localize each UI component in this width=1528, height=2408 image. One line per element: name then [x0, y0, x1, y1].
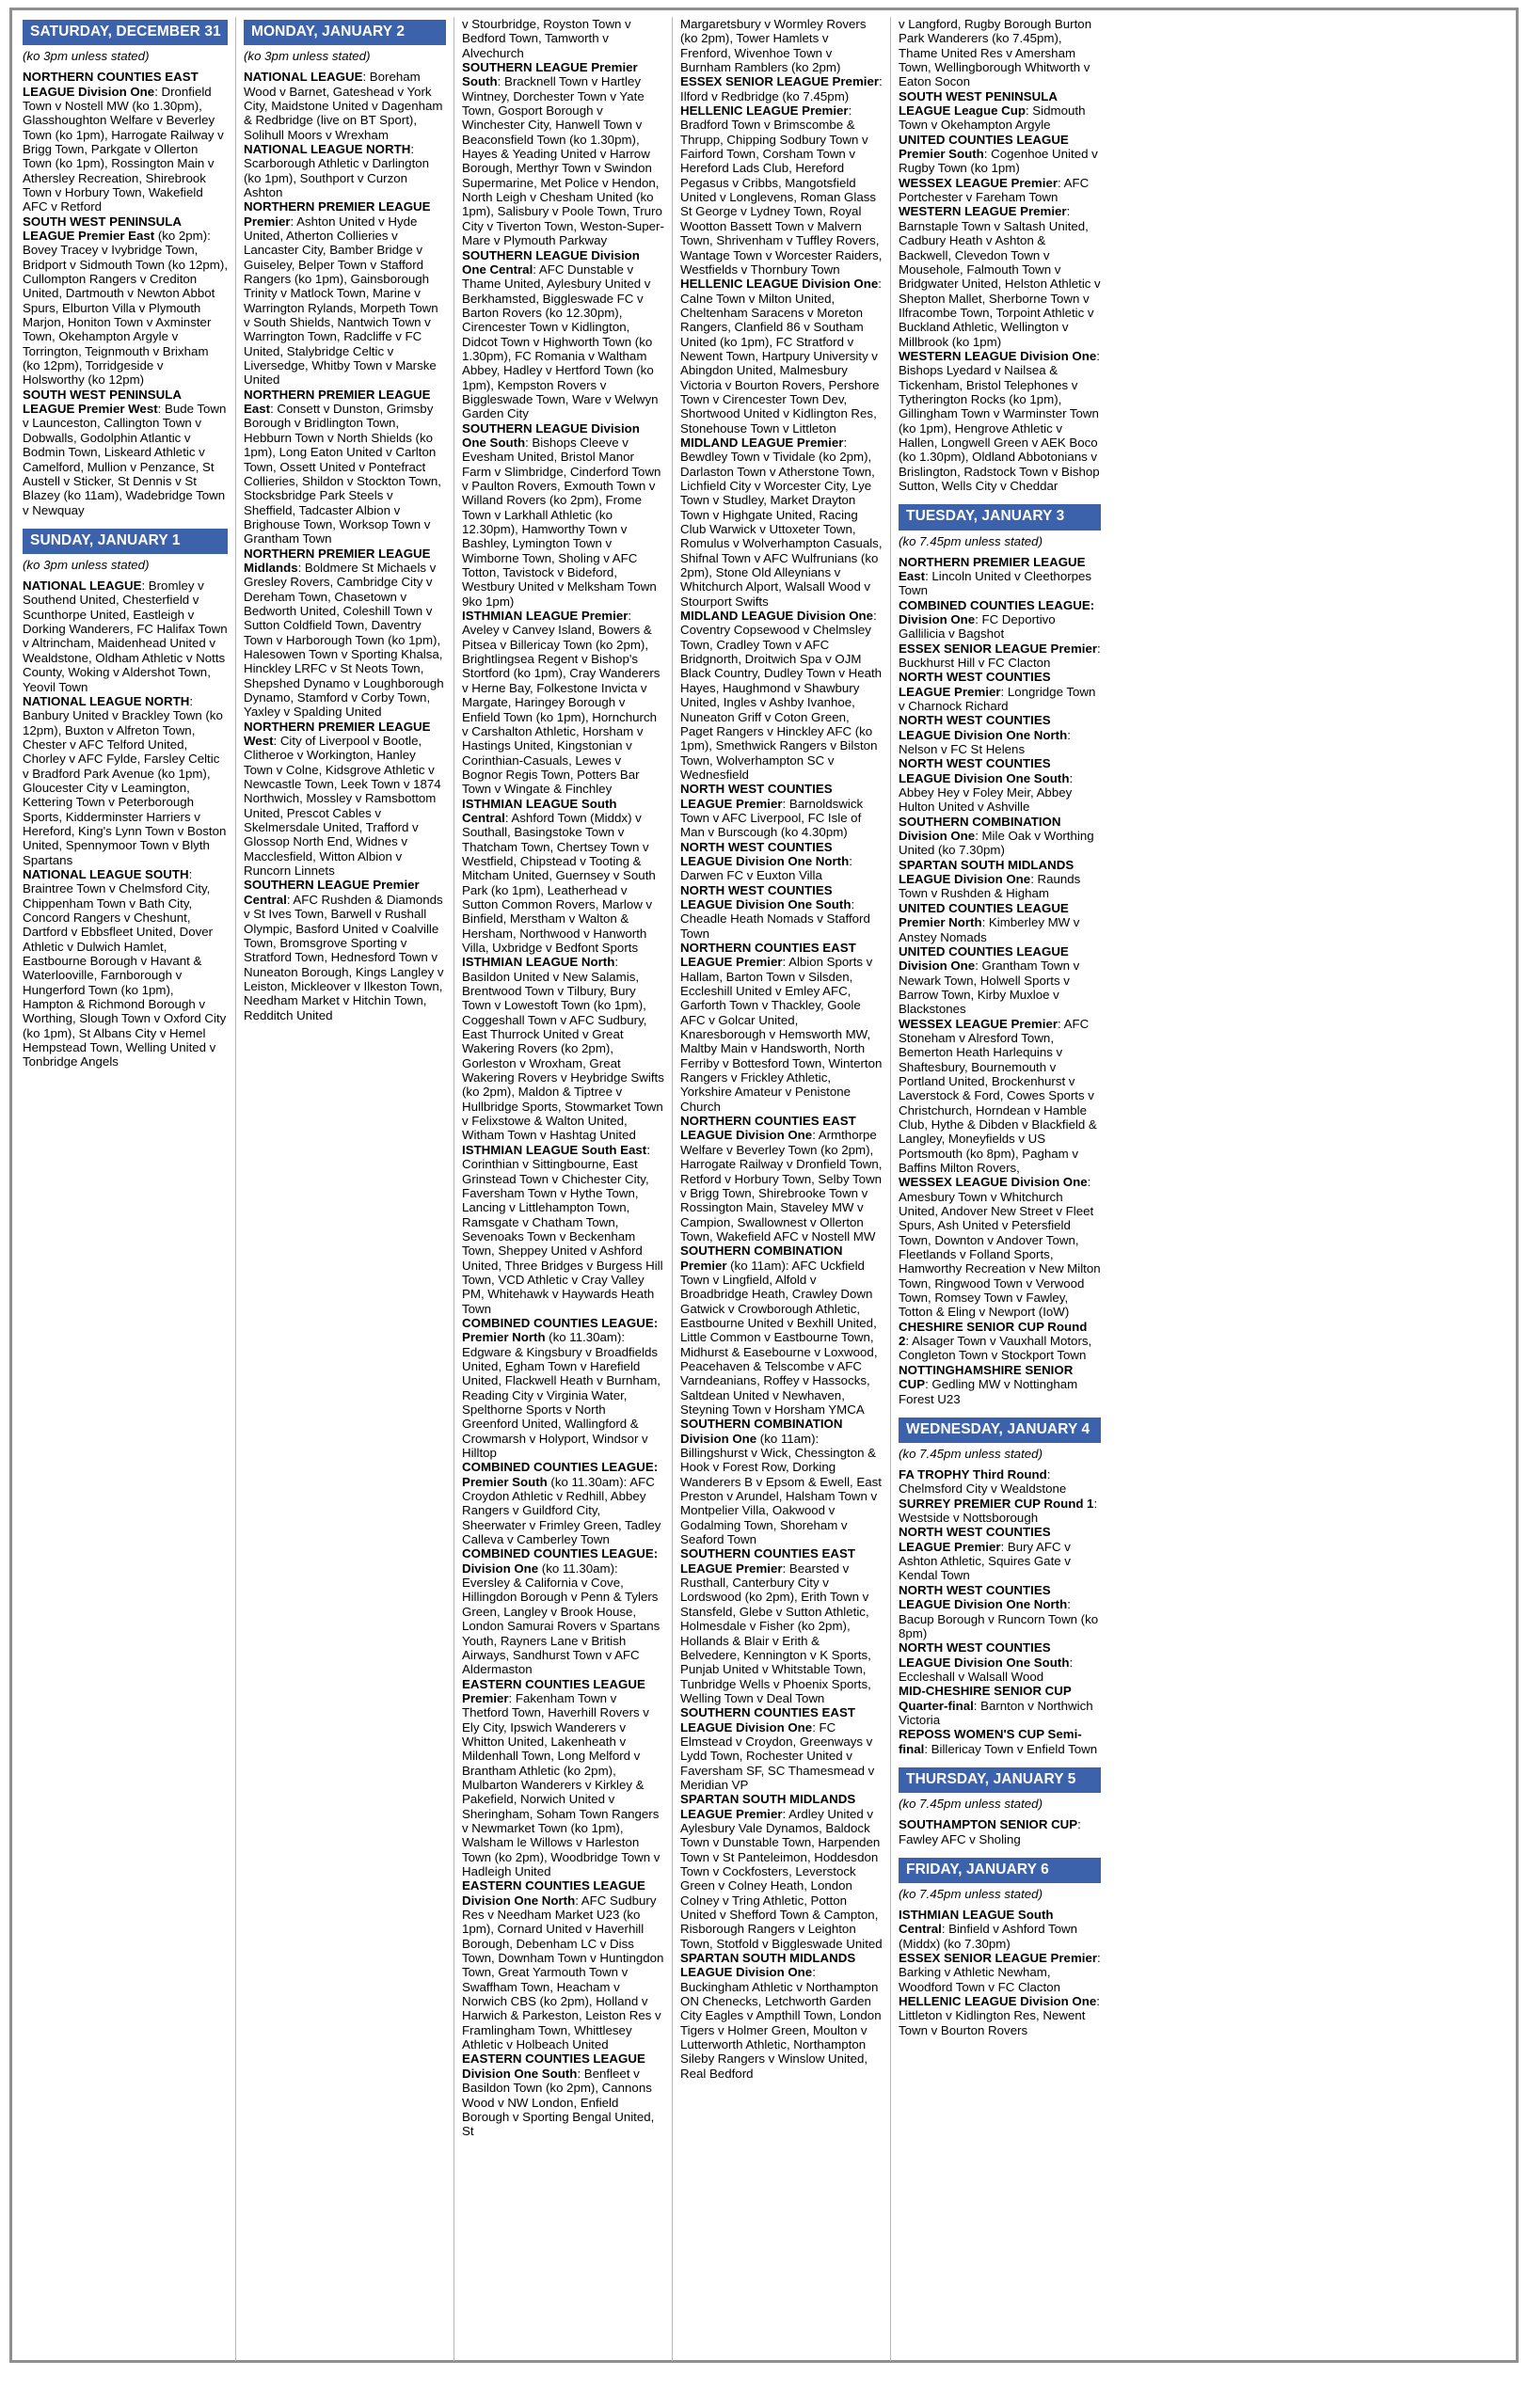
fixture-entry: NORTH WEST COUNTIES LEAGUE Premier: Bury AFC v Ashton Athletic, Squires Gate v Kendal Town [899, 1525, 1071, 1583]
text-column-5 [890, 17, 1108, 2361]
fixture-entry: SOUTHERN LEAGUE Division One Central: AFC Dunstable v Thame United, Aylesbury United v Berkhamsted, Biggleswade FC v Barton Rovers (ko 12.30pm), Cirencester Town v Kidlington, Didcot Town v Highworth Town (ko 1.30pm), FC Romania v Waltham Abbey, Hadley v Hertford Town (ko 1pm), Kempston Rovers v Biggleswade Town, Ware v Welwyn Garden City [462, 247, 659, 421]
league-name: HELLENIC LEAGUE Premier [680, 103, 849, 119]
fixture-entry: SOUTHERN COMBINATION Division One (ko 11am): Billingshurst v Wick, Chessington & Hook v Forest Row, Dorking Wanderers B v Epsom & Ewell, East Preston v Arundel, Halsham Town v Montpelier Villa, Oakwood v Godalming Town, Shoreham v Seaford Town [680, 1417, 882, 1547]
fixture-entry: SOUTH WEST PENINSULA LEAGUE League Cup: Sidmouth Town v Okehampton Argyle [899, 88, 1086, 133]
league-name: SURREY PREMIER CUP Round 1 [899, 1496, 1094, 1511]
league-name: EASTERN COUNTIES LEAGUE Division One South [462, 2052, 645, 2081]
fixture-entry: NORTHERN PREMIER LEAGUE East: Consett v Dunston, Grimsby Borough v Bridlington Town, Hebburn Town v North Shields (ko 1pm), Long Eaton United v Carlton Town, Ossett United v Pontefract Collieries, Shildon v Stockton Town, Stocksbridge Park Steels v Sheffield, Tadcaster Albion v Brighouse Town, Worksop Town v Grantham Town [244, 387, 441, 547]
league-name: HELLENIC LEAGUE Division One [899, 1994, 1097, 2009]
kickoff-note: (ko 7.45pm unless stated) [899, 1887, 1043, 1902]
fixture-entry: NORTHERN PREMIER LEAGUE East: Lincoln United v Cleethorpes Town [899, 554, 1092, 598]
league-name: COMBINED COUNTIES LEAGUE: Division One [899, 597, 1095, 626]
league-name: NORTH WEST COUNTIES LEAGUE Premier [680, 782, 833, 811]
league-name: COMBINED COUNTIES LEAGUE: Division One [462, 1546, 659, 1576]
date-banner: TUESDAY, JANUARY 3 [899, 504, 1101, 530]
fixture-entry: UNITED COUNTIES LEAGUE Premier South: Cogenhoe United v Rugby Town (ko 1pm) [899, 132, 1098, 176]
fixture-entry: NATIONAL LEAGUE SOUTH: Braintree Town v Chelmsford City, Chippenham Town v Bath City, Concord Rangers v Cheshunt, Dartford v Ebbsfleet United, Dover Athletic v Dulwich Hamlet, Eastbourne Borough v Havant & Waterlooville, Farnborough v Hungerford Town (ko 1pm), Hampton & Richmond Borough v Worthing, Slough Town v Oxford City (ko 1pm), St Albans City v Hemel Hempstead Town, Welling United v Tonbridge Angels [23, 866, 227, 1069]
league-name: SOUTHERN COUNTIES EAST LEAGUE Division One [680, 1705, 855, 1735]
fixture-entry: COMBINED COUNTIES LEAGUE: Division One: FC Deportivo Gallilicia v Bagshot [899, 597, 1095, 642]
kickoff-note: (ko 3pm unless stated) [23, 558, 150, 573]
fixture-entry: UNITED COUNTIES LEAGUE Premier North: Kimberley MW v Anstey Nomads [899, 900, 1080, 944]
text-column-3 [454, 17, 672, 2361]
league-name: NORTH WEST COUNTIES LEAGUE Division One North [680, 839, 850, 868]
league-name: NORTHERN PREMIER LEAGUE Midlands [244, 546, 431, 575]
league-name: NORTHERN COUNTIES EAST LEAGUE Division One [680, 1114, 856, 1143]
fixture-entry: SOUTHERN COUNTIES EAST LEAGUE Division One: FC Elmstead v Croydon, Greenways v Lydd Town, Rochester United v Faversham SF, SC Thamesmead v Meridian VP [680, 1705, 875, 1792]
fixture-entry: EASTERN COUNTIES LEAGUE Division One North: AFC Sudbury Res v Needham Market U23 (ko 1pm), Cornard United v Haverhill Borough, Debenham LC v Diss Town, Downham Town v Huntingdon Town, Great Yarmouth Town v Swaffham Town, Heacham v Norwich CBS (ko 2pm), Holland v Harwich & Parkeston, Leiston Res v Framlingham Town, Whittlesey Athletic v Holbeach United [462, 1878, 664, 2052]
league-name: NATIONAL LEAGUE SOUTH [23, 866, 189, 881]
fixtures-columns [9, 9, 1519, 2361]
league-name: NATIONAL LEAGUE NORTH [244, 141, 411, 156]
fixture-entry: WESSEX LEAGUE Premier: AFC Portchester v Fareham Town [899, 175, 1090, 205]
fixture-entry: REPOSS WOMEN'S CUP Semi-final: Billericay Town v Enfield Town [899, 1727, 1098, 1756]
league-name: SOUTHAMPTON SENIOR CUP [899, 1817, 1078, 1832]
league-name: NORTH WEST COUNTIES LEAGUE Division One South [680, 882, 852, 911]
text-column-4 [672, 17, 890, 2361]
fixture-entry: SOUTHERN LEAGUE Premier South: Bracknell Town v Hartley Wintney, Dorchester Town v Yate Town, Gosport Borough v Winchester City, Hanwell Town v Beaconsfield Town (ko 1.30pm), Hayes & Yeading United v Harrow Borough, Merthyr Town v Swindon Supermarine, Met Police v Hendon, North Leigh v Chesham United (ko 1pm), Salisbury v Poole Town, Truro City v Tiverton Town, Weston-Super-Mare v Plymouth Parkway [462, 60, 664, 248]
league-name: COMBINED COUNTIES LEAGUE: Premier North [462, 1315, 659, 1345]
league-name: EASTERN COUNTIES LEAGUE Division One North [462, 1878, 645, 1908]
league-name: NORTHERN PREMIER LEAGUE East [899, 554, 1086, 583]
league-name: ISTHMIAN LEAGUE North [462, 955, 615, 970]
fixture-entry: SPARTAN SOUTH MIDLANDS LEAGUE Premier: Ardley United v Aylesbury Vale Dynamos, Baldock Town v Dunstable Town, Harpenden Town v St Panteleimon, Hoddesdon Town v Cockfosters, Leverstock Green v Colney Heath, London Colney v Tring Athletic, Potton United v Shefford Town & Campton, Risborough Rangers v Leighton Town, Stotfold v Biggleswade United [680, 1792, 883, 1951]
fixture-entry: NATIONAL LEAGUE NORTH: Banbury United v Brackley Town (ko 12pm), Buxton v Alfreton Town, Chester v AFC Telford United, Chorley v AFC Fylde, Farsley Celtic v Bradford Park Avenue (ko 1pm), Gloucester City v Leamington, Kettering Town v Peterborough Sports, Kidderminster Harriers v Hereford, King's Lynn Town v Boston United, Spennymoor Town v Blyth Spartans [23, 693, 227, 867]
league-name: SOUTH WEST PENINSULA LEAGUE League Cup [899, 88, 1058, 119]
fixture-entry: COMBINED COUNTIES LEAGUE: Premier South (ko 11.30am): AFC Croydon Athletic v Redhill, Abbey Rangers v Guildford City, Sheerwater v Frimley Green, Tadley Calleva v Camberley Town [462, 1460, 661, 1547]
fixture-entry: SOUTH WEST PENINSULA LEAGUE Premier West: Bude Town v Launceston, Callington Town v Dobwalls, Godolphin Atlantic v Bodmin Town, Liskeard Athletic v Camelford, Mullion v Penzance, St Austell v Sticker, St Dennis v St Blazey (ko 11am), Wadebridge Town v Newquay [23, 387, 227, 517]
league-name: SPARTAN SOUTH MIDLANDS LEAGUE Division One [899, 857, 1074, 887]
fixture-entry: ESSEX SENIOR LEAGUE Premier: Buckhurst Hill v FC Clacton [899, 641, 1101, 670]
fixture-continuation: Margaretsbury v Wormley Rovers (ko 2pm), Tower Hamlets v Frenford, Wivenhoe Town v Burnham Ramblers (ko 2pm) [680, 17, 867, 75]
fixture-entry: NORTH WEST COUNTIES LEAGUE Premier: Longridge Town v Charnock Richard [899, 670, 1096, 713]
fixture-entry: MID-CHESHIRE SENIOR CUP Quarter-final: Barnton v Northwich Victoria [899, 1684, 1093, 1727]
date-banner: SUNDAY, JANUARY 1 [23, 529, 228, 554]
fixture-entry: NORTHERN PREMIER LEAGUE Midlands: Boldmere St Michaels v Gresley Rovers, Cambridge City v Dereham Town, Chasetown v Bedworth United, Coleshill Town v Sutton Coldfield Town, Daventry Town v Harborough Town (ko 1pm), Halesowen Town v Sporting Khalsa, Hinckley LRFC v St Neots Town, Shepshed Dynamo v Loughborough Dynamo, Stamford v Corby Town, Yaxley v Spalding United [244, 546, 444, 720]
fixture-entry: NORTHERN COUNTIES EAST LEAGUE Division One: Armthorpe Welfare v Beverley Town (ko 2pm), Harrogate Railway v Dronfield Town, Retford v Horbury Town, Selby Town v Brigg Town, Shirebrooke Town v Rossington Main, Staveley MW v Campion, Swallownest v Ollerton Town, Wakefield AFC v Nostell MW [680, 1114, 883, 1244]
fixture-entry: NOTTINGHAMSHIRE SENIOR CUP: Gedling MW v Nottingham Forest U23 [899, 1362, 1078, 1406]
fixture-entry: NORTH WEST COUNTIES LEAGUE Division One South: Eccleshall v Walsall Wood [899, 1640, 1074, 1684]
fixture-entry: NORTH WEST COUNTIES LEAGUE Premier: Barnoldswick Town v AFC Liverpool, FC Isle of Man v Burscough (ko 4.30pm) [680, 782, 864, 840]
league-name: NORTH WEST COUNTIES LEAGUE Division One South [899, 756, 1070, 785]
league-name: MIDLAND LEAGUE Division One [680, 609, 874, 624]
league-name: UNITED COUNTIES LEAGUE Premier South [899, 132, 1069, 162]
kickoff-note: (ko 3pm unless stated) [244, 49, 371, 64]
league-name: NORTHERN COUNTIES EAST LEAGUE Division One [23, 70, 199, 99]
date-banner: MONDAY, JANUARY 2 [244, 20, 446, 45]
fixture-entry: NORTH WEST COUNTIES LEAGUE Division One North: Nelson v FC St Helens [899, 713, 1071, 757]
fixture-entry: NATIONAL LEAGUE: Bromley v Southend United, Chesterfield v Scunthorpe United, Eastleigh v Dorking Wanderers, FC Halifax Town v Altrincham, Maidenhead United v Wealdstone, Oldham Athletic v Notts County, Woking v Aldershot Town, Yeovil Town [23, 578, 228, 694]
league-name: WESTERN LEAGUE Premier [899, 204, 1067, 219]
fixture-entry: ISTHMIAN LEAGUE South Central: Ashford Town (Middx) v Southall, Basingstoke Town v Thatcham Town, Chertsey Town v Westfield, Chipstead v Tooting & Mitcham United, Guernsey v South Park (ko 1pm), Leatherhead v Sutton Common Rovers, Marlow v Binfield, Merstham v Walton & Hersham, Northwood v Hanworth Villa, Uxbridge v Bedfont Sports [462, 796, 656, 955]
league-name: WESTERN LEAGUE Division One [899, 348, 1097, 363]
league-name: ESSEX SENIOR LEAGUE Premier [899, 1951, 1098, 1966]
kickoff-note: (ko 7.45pm unless stated) [899, 1797, 1043, 1812]
league-name: NORTH WEST COUNTIES LEAGUE Premier [899, 670, 1051, 699]
league-name: SPARTAN SOUTH MIDLANDS LEAGUE Premier [680, 1792, 856, 1821]
date-banner: THURSDAY, JANUARY 5 [899, 1767, 1101, 1793]
league-name: NATIONAL LEAGUE [244, 70, 363, 85]
league-name: NORTH WEST COUNTIES LEAGUE Division One South [899, 1640, 1070, 1670]
fixture-entry: NORTHERN PREMIER LEAGUE West: City of Liverpool v Bootle, Clitheroe v Workington, Hanley Town v Colne, Kidsgrove Athletic v Newcastle Town, Leek Town v 1874 Northwich, Mossley v Ramsbottom United, Prescot Cables v Skelmersdale United, Trafford v Glossop North End, Widnes v Macclesfield, Witton Albion v Runcorn Linnets [244, 719, 441, 879]
league-name: ISTHMIAN LEAGUE South East [462, 1142, 647, 1157]
league-name: SOUTHERN LEAGUE Division One South [462, 420, 640, 450]
fixture-entry: SOUTHERN COMBINATION Division One: Mile Oak v Worthing United (ko 7.30pm) [899, 814, 1094, 858]
fixture-entry: COMBINED COUNTIES LEAGUE: Premier North (ko 11.30am): Edgware & Kingsbury v Broadfields United, Egham Town v Harefield United, Flackwell Heath v Burnham, Reading City v Virginia Water, Spelthorne Sports v North Greenford United, Wallingford & Crowmarsh v Holyport, Windsor v Hilltop [462, 1315, 661, 1461]
league-name: NORTHERN COUNTIES EAST LEAGUE Premier [680, 941, 856, 970]
fixture-entry: SOUTH WEST PENINSULA LEAGUE Premier East (ko 2pm): Bovey Tracey v Ivybridge Town, Bridport v Sidmouth Town (ko 12pm), Cullompton Rangers v Crediton United, Dartmouth v Newton Abbot Spurs, Elburton Villa v Plymouth Marjon, Honiton Town v Axminster Town, Okehampton Argyle v Torrington, Teignmouth v Brixham (ko 12pm), Torridgeside v Holsworthy (ko 12pm) [23, 214, 229, 388]
date-banner: SATURDAY, DECEMBER 31 [23, 20, 228, 45]
league-name: MID-CHESHIRE SENIOR CUP Quarter-final [899, 1684, 1072, 1713]
league-name: ESSEX SENIOR LEAGUE Premier [680, 74, 880, 89]
league-name: NORTH WEST COUNTIES LEAGUE Premier [899, 1525, 1051, 1554]
league-name: NORTH WEST COUNTIES LEAGUE Division One North [899, 1582, 1068, 1612]
fixture-entry: NORTH WEST COUNTIES LEAGUE Division One South: Abbey Hey v Foley Meir, Abbey Hulton United v Ashville [899, 756, 1074, 815]
league-name: SOUTH WEST PENINSULA LEAGUE Premier East [23, 214, 182, 243]
league-name: HELLENIC LEAGUE Division One [680, 277, 879, 292]
fixture-entry: ESSEX SENIOR LEAGUE Premier: Ilford v Redbridge (ko 7.45pm) [680, 74, 883, 103]
fixture-entry: MIDLAND LEAGUE Division One: Coventry Copsewood v Chelmsley Town, Cradley Town v AFC Bridgnorth, Droitwich Spa v OJM Black Country, Dudley Town v Heath Hayes, Haughmond v Shawbury United, Ingles v Ashby Ivanhoe, Nuneaton Griff v Coton Green, Paget Rangers v Hinckley AFC (ko 1pm), Smethwick Rangers v Bilston Town, Wolverhampton SC v Wednesfield [680, 609, 883, 782]
fixture-entry: SOUTHERN LEAGUE Premier Central: AFC Rushden & Diamonds v St Ives Town, Barwell v Rushall Olympic, Basford United v Coalville Town, Bromsgrove Sporting v Stratford Town, Hednesford Town v Nuneaton Borough, Kings Langley v Leiston, Mickleover v Ilkeston Town, Needham Market v Hitchin Town, Redditch United [244, 878, 444, 1022]
league-name: EASTERN COUNTIES LEAGUE Premier [462, 1676, 645, 1705]
league-name: NOTTINGHAMSHIRE SENIOR CUP [899, 1362, 1074, 1392]
fixture-entry: NORTHERN PREMIER LEAGUE Premier: Ashton United v Hyde United, Atherton Collieries v Lancaster City, Bamber Bridge v Guiseley, Belper Town v Stafford Rangers (ko 1pm), Gainsborough Trinity v Matlock Town, Marine v Warrington Rylands, Morpeth Town v South Shields, Nantwich Town v Warrington Town, Radcliffe v FC United, Stalybridge Celtic v Liversedge, Whitby Town v Marske United [244, 199, 438, 388]
league-name: NORTHERN PREMIER LEAGUE West [244, 719, 431, 749]
fixture-entry: SOUTHERN COMBINATION Premier (ko 11am): AFC Uckfield Town v Lingfield, Alfold v Broadbridge Heath, Crawley Down Gatwick v Crowborough Athletic, Eastbourne United v Bexhill United, Little Common v Eastbourne Town, Midhurst & Easebourne v Loxwood, Peacehaven & Telscombe v AFC Varndeanians, Roffey v Hassocks, Saltdean United v Newhaven, Steyning Town v Horsham YMCA [680, 1244, 878, 1417]
league-name: SOUTHERN LEAGUE Premier South [462, 60, 638, 89]
league-name: SOUTHERN COUNTIES EAST LEAGUE Premier [680, 1546, 855, 1576]
fixture-entry: WESSEX LEAGUE Division One: Amesbury Town v Whitchurch United, Andover New Street v Fleet Spurs, Ash United v Petersfield Town, Downton v Andover Town, Fleetlands v Folland Sports, Hamworthy Recreation v New Milton Town, Ringwood Town v Verwood Town, Romsey Town v Fawley, Totton & Eling v Newport (IoW) [899, 1175, 1101, 1320]
league-name: WESSEX LEAGUE Premier [899, 175, 1058, 190]
fixture-continuation: v Langford, Rugby Borough Burton Park Wanderers (ko 7.45pm), Thame United Res v Amersham Town, Wellingborough Whitworth v Eaton Socon [899, 17, 1092, 89]
fixture-entry: SOUTHAMPTON SENIOR CUP: Fawley AFC v Sholing [899, 1817, 1081, 1846]
league-name: NATIONAL LEAGUE NORTH [23, 693, 190, 708]
fixture-entry: UNITED COUNTIES LEAGUE Division One: Grantham Town v Newark Town, Holwell Sports v Barrow Town, Kirby Muxloe v Blackstones [899, 943, 1080, 1017]
league-name: FA TROPHY Third Round [899, 1467, 1047, 1482]
fixture-entry: NORTH WEST COUNTIES LEAGUE Division One North: Darwen FC v Euxton Villa [680, 839, 852, 883]
fixture-entry: ISTHMIAN LEAGUE Premier: Aveley v Canvey Island, Bowers & Pitsea v Billericay Town (ko 2pm), Brightlingsea Regent v Bishop's Stortford (ko 1pm), Cray Wanderers v Herne Bay, Folkestone Invicta v Margate, Haringey Borough v Enfield Town (ko 1pm), Hornchurch v Carshalton Athletic, Horsham v Hastings United, Kingstonian v Corinthian-Casuals, Lewes v Bognor Regis Town, Potters Bar Town v Wingate & Finchley [462, 609, 661, 797]
fixture-entry: WESTERN LEAGUE Division One: Bishops Lyedard v Nailsea & Tickenham, Bristol Telephones v Tytherington Rocks (ko 1pm), Gillingham Town v Warminster Town (ko 1pm), Hengrove Athletic v Hallen, Longwell Green v AEK Boco (ko 1.30pm), Oldland Abbotonians v Brislington, Radstock Town v Bishop Sutton, Wells City v Cheddar [899, 348, 1100, 493]
fixture-entry: NORTHERN COUNTIES EAST LEAGUE Division One: Dronfield Town v Nostell MW (ko 1.30pm), Glasshoughton Welfare v Beverley Town (ko 1pm), Harrogate Railway v Brigg Town, Parkgate v Ollerton Town (ko 1pm), Rossington Main v Athersley Recreation, Shirebrook Town v Horbury Town, Wakefield AFC v Retford [23, 70, 224, 214]
text-column-1 [17, 17, 235, 2361]
fixture-entry: SOUTHERN LEAGUE Division One South: Bishops Cleeve v Evesham United, Bristol Manor Farm v Slimbridge, Cinderford Town v Paulton Rovers, Exmouth Town v Willand Rovers (ko 2pm), Frome Town v Larkhall Athletic (ko 12.30pm), Hamworthy Town v Bashley, Lymington Town v Wimborne Town, Sholing v AFC Totton, Tavistock v Bideford, Westbury United v Melksham Town 9ko 1pm) [462, 420, 661, 609]
league-name: NATIONAL LEAGUE [23, 578, 142, 594]
fixture-entry: SPARTAN SOUTH MIDLANDS LEAGUE Division One: Buckingham Athletic v Northampton ON Chenecks, Letchworth Garden City Eagles v Ampthill Town, London Tigers v Holmer Green, Moulton v Lutterworth Athletic, Northampton Sileby Rangers v Winslow United, Real Bedford [680, 1951, 882, 2081]
date-banner: WEDNESDAY, JANUARY 4 [899, 1418, 1101, 1443]
league-name: MIDLAND LEAGUE Premier [680, 435, 844, 450]
text-column-2 [235, 17, 454, 2361]
kickoff-note: (ko 7.45pm unless stated) [899, 1447, 1043, 1462]
league-name: REPOSS WOMEN'S CUP Semi-final [899, 1727, 1082, 1756]
fixture-entry: ISTHMIAN LEAGUE North: Basildon United v New Salamis, Brentwood Town v Tilbury, Bury Town v Lowestoft Town (ko 1pm), Coggeshall Town v AFC Sudbury, East Thurrock United v Great Wakering Rovers (ko 2pm), Gorleston v Wroxham, Great Wakering Rovers v Heybridge Swifts (ko 2pm), Maldon & Tiptree v Hullbridge Sports, Stowmarket Town v Felixstowe & Walton United, Witham Town v Hashtag United [462, 955, 664, 1143]
league-name: UNITED COUNTIES LEAGUE Division One [899, 943, 1069, 974]
league-name: SOUTHERN LEAGUE Division One Central [462, 247, 640, 277]
fixture-entry: NORTHERN COUNTIES EAST LEAGUE Premier: Albion Sports v Hallam, Barton Town v Silsden, Eccleshill United v Emley AFC, Garforth Town v Thackley, Goole AFC v Golcar United, Knaresborough v Hemsworth MW, Maltby Main v Handsworth, North Ferriby v Bottesford Town, Winterton Rangers v Frickley Athletic, Yorkshire Amateur v Penistone Church [680, 941, 883, 1114]
fixture-entry: MIDLAND LEAGUE Premier: Bewdley Town v Tividale (ko 2pm), Darlaston Town v Atherstone Town, Lichfield City v Worcester City, Lye Town v Studley, Market Drayton Town v Highgate United, Racing Club Warwick v Uttoxeter Town, Romulus v Wolverhampton Casuals, Shifnal Town v AFC Wulfrunians (ko 2pm), Stone Old Alleynians v Whitchurch Alport, Walsall Wood v Stourport Swifts [680, 435, 883, 609]
league-name: ESSEX SENIOR LEAGUE Premier [899, 641, 1098, 656]
fixture-entry: HELLENIC LEAGUE Division One: Calne Town v Milton United, Cheltenham Saracens v Moreton Rangers, Clanfield 86 v Southam United (ko 1pm), FC Stratford v Newent Town, Hartpury University v Abingdon United, Malmesbury Victoria v Bourton Rovers, Pershore Town v Cirencester Town Dev, Shortwood United v Kidlington Res, Stonehouse Town v Littleton [680, 277, 882, 436]
kickoff-note: (ko 7.45pm unless stated) [899, 533, 1043, 548]
league-name: ISTHMIAN LEAGUE South Central [462, 796, 617, 825]
league-name: SOUTHERN LEAGUE Premier Central [244, 878, 420, 907]
fixture-continuation: v Stourbridge, Royston Town v Bedford Town, Tamworth v Alvechurch [462, 17, 631, 60]
league-name: UNITED COUNTIES LEAGUE Premier North [899, 900, 1069, 930]
fixture-entry: HELLENIC LEAGUE Division One: Littleton v Kidlington Res, Newent Town v Bourton Rovers [899, 1994, 1100, 2037]
league-name: SOUTHERN COMBINATION Division One [899, 814, 1061, 844]
fixture-entry: NATIONAL LEAGUE NORTH: Scarborough Athletic v Darlington (ko 1pm), Southport v Curzon Ashton [244, 141, 430, 199]
league-name: SOUTH WEST PENINSULA LEAGUE Premier West [23, 387, 182, 417]
league-name: ISTHMIAN LEAGUE South Central [899, 1908, 1054, 1937]
fixture-entry: EASTERN COUNTIES LEAGUE Premier: Fakenham Town v Thetford Town, Haverhill Rovers v Ely City, Ipswich Wanderers v Whitton United, Lakenheath v Mildenhall Town, Long Melford v Brantham Athletic (ko 2pm), Mulbarton Wanderers v Kirkley & Pakefield, Norwich United v Sheringham, Soham Town Rangers v Newmarket Town (ko 1pm), Walsham le Willows v Harleston Town (ko 2pm), Woodbridge Town v Hadleigh United [462, 1676, 661, 1878]
fixture-entry: HELLENIC LEAGUE Premier: Bradford Town v Brimscombe & Thrupp, Chipping Sodbury Town v Fairford Town, Corsham Town v Hereford Lads Club, Hereford Pegasus v Cribbs, Mangotsfield United v Longlevens, Roman Glass St George v Lydney Town, Royal Wootton Bassett Town v Malvern Town, Shrivenham v Tuffley Rovers, Wantage Town v Worcester Raiders, Westfields v Thornbury Town [680, 103, 883, 277]
fixture-entry: SURREY PREMIER CUP Round 1: Westside v Nottsborough [899, 1496, 1098, 1526]
fixture-entry: NATIONAL LEAGUE: Boreham Wood v Barnet, Gateshead v York City, Maidstone United v Dagenham & Redbridge (live on BT Sport), Solihull Moors v Wrexham [244, 70, 443, 142]
fixture-entry: NORTH WEST COUNTIES LEAGUE Division One South: Cheadle Heath Nomads v Stafford Town [680, 882, 870, 941]
kickoff-note: (ko 3pm unless stated) [23, 49, 150, 64]
fixture-entry: NORTH WEST COUNTIES LEAGUE Division One North: Bacup Borough v Runcorn Town (ko 8pm) [899, 1582, 1099, 1640]
date-banner: FRIDAY, JANUARY 6 [899, 1858, 1101, 1883]
league-name: ISTHMIAN LEAGUE Premier [462, 609, 629, 624]
league-name: SPARTAN SOUTH MIDLANDS LEAGUE Division One [680, 1951, 856, 1980]
fixture-entry: COMBINED COUNTIES LEAGUE: Division One (ko 11.30am): Eversley & California v Cove, Hillingdon Borough v Penn & Tylers Green, Langley v Brook House, London Samurai Rovers v Spartans Youth, Rayners Lane v British Airways, Sandhurst Town v AFC Aldermaston [462, 1546, 661, 1677]
fixture-entry: FA TROPHY Third Round: Chelmsford City v Wealdstone [899, 1467, 1067, 1497]
fixture-entry: SPARTAN SOUTH MIDLANDS LEAGUE Division One: Raunds Town v Rushden & Higham [899, 857, 1081, 901]
league-name: COMBINED COUNTIES LEAGUE: Premier South [462, 1460, 659, 1489]
league-name: NORTHERN PREMIER LEAGUE Premier [244, 199, 431, 229]
fixture-entry: SOUTHERN COUNTIES EAST LEAGUE Premier: Bearsted v Rusthall, Canterbury City v Lordswood (ko 2pm), Erith Town v Stansfeld, Glebe v Sutton Athletic, Holmesdale v Fisher (ko 2pm), Hollands & Blair v Erith & Belvedere, Kennington v K Sports, Punjab United v Whitstable Town, Tunbridge Wells v Phoenix Sports, Welling Town v Deal Town [680, 1546, 871, 1705]
fixture-entry: ISTHMIAN LEAGUE South East: Corinthian v Sittingbourne, East Grinstead Town v Chichester City, Faversham Town v Hythe Town, Lancing v Littlehampton Town, Ramsgate v Chatham Town, Sevenoaks Town v Beckenham Town, Sheppey United v Ashford United, Three Bridges v Burgess Hill Town, VCD Athletic v Cray Valley PM, Whitehawk v Haywards Heath Town [462, 1142, 663, 1316]
fixture-entry: WESSEX LEAGUE Premier: AFC Stoneham v Alresford Town, Bemerton Heath Harlequins v Shaftesbury, Bournemouth v Portland United, Brockenhurst v Laverstock & Ford, Cowes Sports v Christchurch, Horndean v Hamble Club, Hythe & Dibden v Blackfield & Langley, Moneyfields v US Portsmouth (ko 8pm), Pagham v Baffins Milton Rovers, [899, 1016, 1097, 1175]
league-name: WESSEX LEAGUE Premier [899, 1016, 1058, 1031]
fixture-entry: WESTERN LEAGUE Premier: Barnstaple Town v Saltash United, Cadbury Heath v Ashton & Backwell, Clevedon Town v Mousehole, Falmouth Town v Bridgwater United, Helston Athletic v Shepton Mallet, Sherborne Town v Ilfracombe Town, Torpoint Athletic v Buckland Athletic, Wellington v Millbrook (ko 1pm) [899, 204, 1101, 349]
league-name: SOUTHERN COMBINATION Division One [680, 1417, 843, 1446]
league-name: NORTHERN PREMIER LEAGUE East [244, 387, 431, 417]
fixture-entry: CHESHIRE SENIOR CUP Round 2: Alsager Town v Vauxhall Motors, Congleton Town v Stockport Town [899, 1319, 1092, 1363]
league-name: NORTH WEST COUNTIES LEAGUE Division One North [899, 713, 1068, 742]
league-name: CHESHIRE SENIOR CUP Round 2 [899, 1319, 1088, 1349]
fixture-entry: ESSEX SENIOR LEAGUE Premier: Barking v Athletic Newham, Woodford Town v FC Clacton [899, 1951, 1101, 1994]
league-name: SOUTHERN COMBINATION Premier [680, 1244, 843, 1273]
fixture-entry: ISTHMIAN LEAGUE South Central: Binfield v Ashford Town (Middx) (ko 7.30pm) [899, 1908, 1078, 1951]
league-name: WESSEX LEAGUE Division One [899, 1175, 1088, 1190]
fixture-entry: EASTERN COUNTIES LEAGUE Division One South: Benfleet v Basildon Town (ko 2pm), Cannons Wood v NW London, Enfield Borough v Sporting Bengal United, St [462, 2052, 655, 2139]
